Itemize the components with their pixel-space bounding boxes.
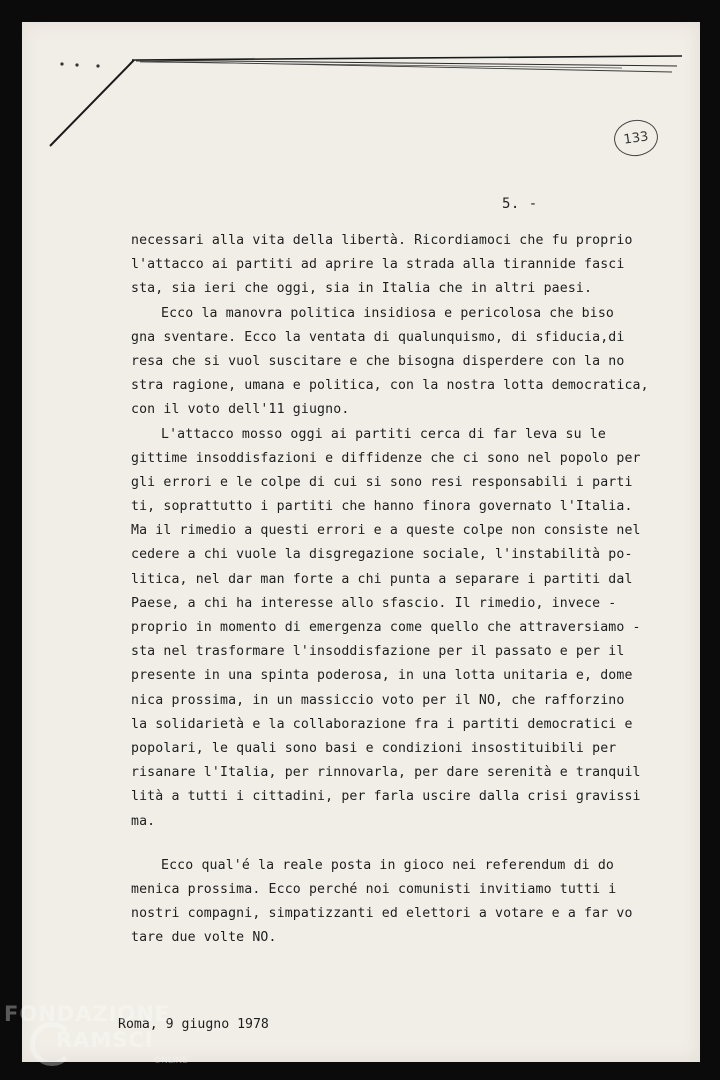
text-line: gna sventare. Ecco la ventata di qualunquismo, di sfiducia,di xyxy=(131,329,625,345)
text-line: nica prossima, in un massiccio voto per il NO, che rafforzino xyxy=(131,692,625,708)
foundation-watermark xyxy=(4,1000,194,1080)
text-line: Paese, a chi ha interesse allo sfascio. Il rimedio, invece - xyxy=(131,595,617,611)
text-line: Ecco qual'é la reale posta in gioco nei referendum di do xyxy=(161,857,615,873)
text-line: necessari alla vita della libertà. Ricordiamoci che fu proprio xyxy=(131,233,633,248)
text-line: Ecco la manovra politica insidiosa e pericolosa che biso xyxy=(161,305,615,321)
text-line: risanare l'Italia, per rinnovarla, per dare serenità e tranquil xyxy=(131,765,641,781)
document-page xyxy=(22,22,700,1062)
text-line: popolari, le quali sono basi e condizioni insostituibili per xyxy=(131,740,617,756)
page-number: 5. - xyxy=(502,196,538,212)
text-line: con il voto dell'11 giugno. xyxy=(131,402,350,418)
text-line: ma. xyxy=(131,813,156,829)
text-line: resa che si vuol suscitare e che bisogna disperdere con la no xyxy=(131,353,625,369)
typewritten-body xyxy=(131,229,676,950)
watermark-line1: FONDAZIONE xyxy=(4,1002,171,1026)
pen-stroke-marks xyxy=(22,22,700,182)
text-line: Ma il rimedio a questi errori e a queste colpe non consiste nel xyxy=(131,523,641,539)
text-line: presente in una spinta poderosa, in una lotta unitaria e, dome xyxy=(131,668,633,684)
text-line: L'attacco mosso oggi ai partiti cerca di far leva su le xyxy=(161,426,606,442)
text-line: litica, nel dar man forte a chi punta a separare i partiti dal xyxy=(131,571,633,587)
text-line: sta nel trasformare l'insoddisfazione per il passato e per il xyxy=(131,644,625,660)
text-line: ti, soprattutto i partiti che hanno finora governato l'Italia. xyxy=(131,499,633,515)
text-line: la solidarietà e la collaborazione fra i partiti democratici e xyxy=(131,716,633,732)
text-line: gittime insoddisfazioni e diffidenze che ci sono nel popolo per xyxy=(131,450,641,466)
watermark-line2: RAMSCI xyxy=(56,1028,154,1052)
text-line: stra ragione, umana e politica, con la nostra lotta democratica, xyxy=(131,378,649,394)
text-line: sta, sia ieri che oggi, sia in Italia che in altri paesi. xyxy=(131,281,593,297)
place-date-line: Roma, 9 giugno 1978 xyxy=(118,1017,269,1032)
text-line: tare due volte NO. xyxy=(131,930,277,946)
text-line: nostri compagni, simpatizzanti ed elettori a votare e a far vo xyxy=(131,906,633,922)
text-line: menica prossima. Ecco perché noi comunisti invitiamo tutti i xyxy=(131,881,617,897)
archive-number-stamp: 133 xyxy=(612,117,661,159)
watermark-suffix: ONLINE xyxy=(154,1056,188,1066)
text-line: proprio in momento di emergenza come quello che attraversiamo - xyxy=(131,620,641,635)
text-line: lità a tutti i cittadini, per farla uscire dalla crisi gravissi xyxy=(131,789,641,805)
text-line: gli errori e le colpe di cui si sono resi responsabili i parti xyxy=(131,474,633,490)
text-line: l'attacco ai partiti ad aprire la strada alla tirannide fasci xyxy=(131,257,625,273)
text-line: cedere a chi vuole la disgregazione sociale, l'instabilità po- xyxy=(131,547,633,563)
